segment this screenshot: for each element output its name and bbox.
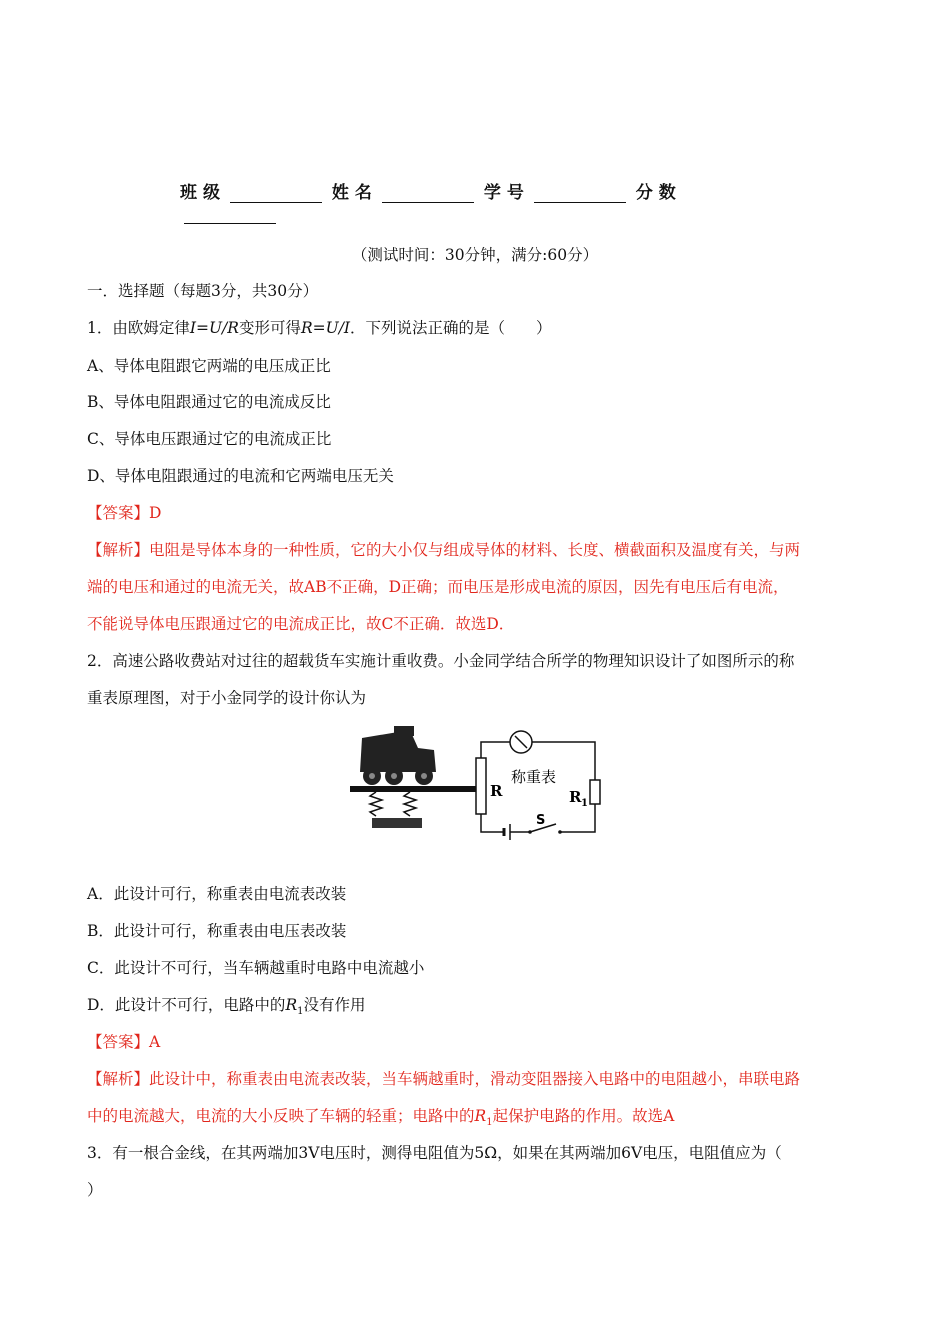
q2-option-d-text: 没有作用 [303, 996, 366, 1014]
section-heading: 一．选择题（每题3分，共30分） [87, 282, 319, 300]
r1-subscript: 1 [581, 798, 588, 809]
spring-left [370, 792, 382, 816]
scale-base [372, 818, 422, 828]
id-blank[interactable] [534, 182, 626, 203]
q2-analysis-line: 【解析】此设计中，称重表由电流表改装，当车辆越重时，滑动变阻器接入电路中的电阻越小，串联电路 [87, 1070, 801, 1088]
resistor-r1 [590, 780, 600, 804]
name-label: 姓名 [331, 183, 378, 203]
q2-analysis-text: 起保护电路的作用。故选A [492, 1107, 675, 1125]
q1-analysis-line: 【解析】电阻是导体本身的一种性质，它的大小仅与组成导体的材料、长度、横截面积及温度有关，与两 [87, 541, 801, 559]
q1-answer: 【答案】D [87, 504, 162, 522]
q2-option-d-symbol: R [285, 996, 298, 1014]
truck-icon [360, 726, 436, 785]
switch-label: S [536, 813, 546, 828]
q1-option-d[interactable]: D、导体电阻跟通过的电流和它两端电压无关 [87, 467, 394, 485]
q2-analysis-line [87, 1105, 674, 1134]
id-label: 学号 [483, 183, 530, 203]
score-blank[interactable] [184, 203, 276, 224]
q1-option-c[interactable]: C、导体电压跟通过它的电流成正比 [87, 430, 332, 448]
q1-formula-ohm: I=U/R [189, 319, 239, 337]
q1-analysis-line: 端的电压和通过的电流无关，故AB不正确，D正确；而电压是形成电流的原因，因先有电压后有电流， [87, 578, 789, 596]
spring-right [404, 792, 416, 816]
student-info-header [180, 178, 780, 224]
q1-stem-part: ．下列说法正确的是（ ） [350, 319, 552, 337]
q3-stem-line: ） [87, 1181, 103, 1199]
q2-option-d[interactable] [87, 994, 366, 1023]
name-blank[interactable] [382, 182, 474, 203]
q1-stem [87, 317, 552, 339]
q1-stem-part: 1．由欧姆定律 [87, 319, 190, 337]
r-label: R [490, 782, 503, 800]
variable-resistor [476, 758, 486, 814]
q2-stem-line: 2．高速公路收费站对过往的超载货车实施计重收费。小金同学结合所学的物理知识设计了如图所示的称 [87, 652, 795, 670]
q2-analysis-subscript: 1 [486, 1117, 493, 1129]
q2-option-d-subscript: 1 [297, 1006, 304, 1018]
class-label: 班级 [180, 183, 226, 203]
q2-option-d-text: D．此设计不可行，电路中的 [87, 996, 286, 1014]
q2-option-c[interactable]: C．此设计不可行，当车辆越重时电路中电流越小 [87, 959, 425, 977]
weighing-circuit-figure [350, 720, 610, 845]
q1-formula-resistance: R=U/I [300, 319, 351, 337]
q1-stem-part: 变形可得 [238, 319, 301, 337]
test-time-subtitle: （测试时间：30分钟，满分:60分） [351, 246, 599, 264]
meter-label: 称重表 [511, 768, 557, 786]
q1-option-b[interactable]: B、导体电阻跟通过它的电流成反比 [87, 393, 331, 411]
circuit-diagram [350, 720, 610, 845]
q2-option-a[interactable]: A．此设计可行，称重表由电流表改装 [87, 885, 347, 903]
r1-label: R [569, 788, 582, 806]
q2-analysis-text: 中的电流越大，电流的大小反映了车辆的轻重；电路中的 [87, 1107, 475, 1125]
class-blank[interactable] [230, 182, 322, 203]
q1-option-a[interactable]: A、导体电阻跟它两端的电压成正比 [87, 357, 331, 375]
q2-stem-line: 重表原理图，对于小金同学的设计你认为 [87, 689, 367, 707]
q2-answer: 【答案】A [87, 1033, 161, 1051]
q1-analysis-line: 不能说导体电压跟通过它的电流成正比，故C不正确．故选D． [87, 615, 515, 633]
q2-analysis-symbol: R [474, 1107, 487, 1125]
q2-option-b[interactable]: B．此设计可行，称重表由电压表改装 [87, 922, 347, 940]
score-label: 分数 [635, 183, 682, 203]
q3-stem-line: 3．有一根合金线，在其两端加3V电压时，测得电阻值为5Ω，如果在其两端加6V电压，电阻值应为（ [87, 1144, 782, 1162]
